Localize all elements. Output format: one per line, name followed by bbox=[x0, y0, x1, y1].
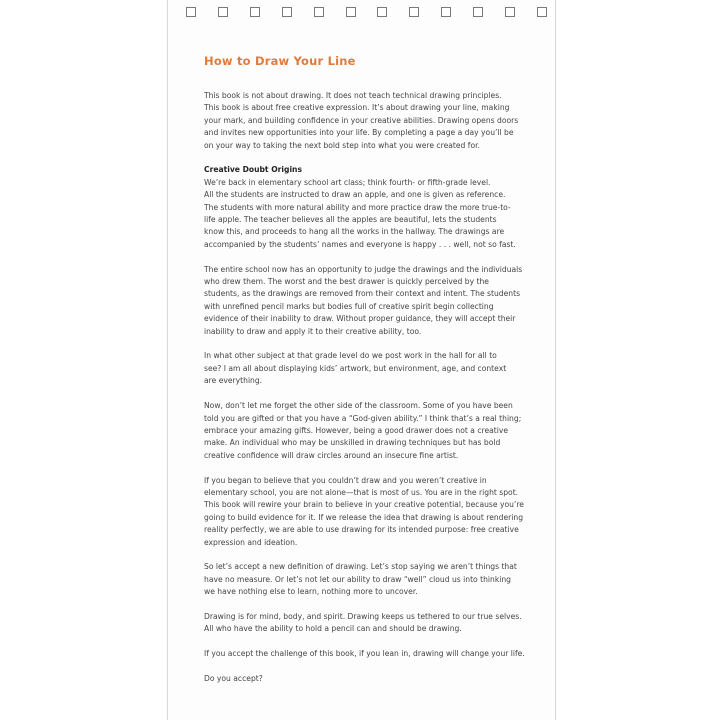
text-line: This book will rewire your brain to believe in your creative potential, because you’re bbox=[204, 500, 524, 510]
paragraph-began-to-believe bbox=[204, 475, 534, 549]
text-line: If you began to believe that you couldn’t draw and you weren’t creative in bbox=[204, 475, 487, 485]
binding-hole bbox=[282, 7, 292, 17]
text-line: All the students are instructed to draw an apple, and one is given as reference. bbox=[204, 190, 506, 200]
binding-hole bbox=[218, 7, 228, 17]
text-line: know this, and proceeds to hang all the works in the hallway. The drawings are bbox=[204, 227, 505, 237]
spiral-binding bbox=[186, 7, 547, 17]
paragraph-challenge bbox=[204, 648, 534, 660]
binding-hole bbox=[346, 7, 356, 17]
text-line: we have nothing else to learn, nothing more to uncover. bbox=[204, 587, 418, 597]
text-line: Drawing is for mind, body, and spirit. Drawing keeps us tethered to our true selves. bbox=[204, 611, 522, 621]
binding-hole bbox=[441, 7, 451, 17]
paragraph-intro bbox=[204, 90, 534, 152]
text-line: your mark, and building confidence in your creative abilities. Drawing opens doors bbox=[204, 115, 519, 125]
text-line: The entire school now has an opportunity to judge the drawings and the individuals bbox=[204, 264, 523, 274]
text-line: students, as the drawings are removed from their context and intent. The students bbox=[204, 289, 521, 299]
text-line: make. An individual who may be unskilled in drawing techniques but has bold bbox=[204, 438, 501, 448]
paragraph-question bbox=[204, 673, 534, 685]
binding-hole bbox=[505, 7, 515, 17]
text-line: So let’s accept a new definition of drawing. Let’s stop saying we aren’t things that bbox=[204, 562, 517, 572]
page-title: How to Draw Your Line bbox=[204, 54, 356, 68]
paragraph-mind-body-spirit bbox=[204, 611, 534, 636]
paragraph-other-subject bbox=[204, 350, 534, 387]
text-line: All who have the ability to hold a pencil can and should be drawing. bbox=[204, 624, 462, 634]
binding-hole bbox=[377, 7, 387, 17]
text-line: In what other subject at that grade level do we post work in the hall for all to bbox=[204, 351, 497, 361]
binding-hole bbox=[409, 7, 419, 17]
text-line: and invites new opportunities into your life. By completing a page a day you’ll be bbox=[204, 128, 514, 138]
text-line: who drew them. The worst and the best drawer is quickly perceived by the bbox=[204, 277, 489, 287]
text-line: This book is about free creative expression. It’s about drawing your line, making bbox=[204, 103, 510, 113]
text-line: life apple. The teacher believes all the apples are beautiful, lets the students bbox=[204, 215, 497, 225]
binding-hole bbox=[314, 7, 324, 17]
text-line: going to build evidence for it. If we release the idea that drawing is about rendering bbox=[204, 512, 524, 522]
paragraph-other-side bbox=[204, 400, 534, 462]
section-subheading: Creative Doubt Origins bbox=[204, 165, 302, 175]
text-line: are everything. bbox=[204, 376, 263, 386]
text-line: Now, don’t let me forget the other side of the classroom. Some of you have been bbox=[204, 401, 513, 411]
text-line: elementary school, you are not alone—that is most of us. You are in the right spot. bbox=[204, 487, 519, 497]
text-line: with unrefined pencil marks but bodies full of creative spirit begin collecting bbox=[204, 301, 494, 311]
text-line: inability to draw and apply it to their creative ability, too. bbox=[204, 326, 422, 336]
text-line: This book is not about drawing. It does not teach technical drawing principles. bbox=[204, 91, 502, 100]
text-line: told you are gifted or that you have a “God-given ability.” I think that’s a real thing; bbox=[204, 413, 522, 423]
text-line: reality perfectly, we are able to use drawing for its intended purpose: free creative bbox=[204, 525, 519, 535]
paragraph-new-definition bbox=[204, 561, 534, 598]
text-line: creative confidence will draw circles around an insecure fine artist. bbox=[204, 450, 459, 460]
binding-hole bbox=[473, 7, 483, 17]
text-line: on your way to taking the next bold step into what you were created for. bbox=[204, 140, 480, 150]
book-page bbox=[167, 0, 556, 720]
text-line: We’re back in elementary school art class; think fourth- or fifth-grade level. bbox=[204, 177, 491, 187]
binding-hole bbox=[186, 7, 196, 17]
page-body bbox=[204, 90, 534, 698]
text-line: The students with more natural ability and more practice draw the more true-to- bbox=[204, 202, 511, 212]
text-line: If you accept the challenge of this book, if you lean in, drawing will change your life. bbox=[204, 649, 525, 659]
text-line: expression and ideation. bbox=[204, 537, 298, 547]
text-line: have no measure. Or let’s not let our ability to draw “well” cloud us into thinking bbox=[204, 574, 511, 584]
text-line: embrace your amazing gifts. However, being a good drawer does not a creative bbox=[204, 425, 509, 435]
paragraph-creative-doubt bbox=[204, 164, 534, 251]
binding-hole bbox=[250, 7, 260, 17]
text-line: see? I am all about displaying kids’ artwork, but environment, age, and context bbox=[204, 363, 507, 373]
binding-hole bbox=[537, 7, 547, 17]
text-line: evidence of their inability to draw. Without proper guidance, they will accept their bbox=[204, 314, 516, 324]
text-line: Do you accept? bbox=[204, 673, 263, 683]
paragraph-judge bbox=[204, 264, 534, 338]
text-line: accompanied by the students’ names and everyone is happy . . . well, not so fast. bbox=[204, 239, 516, 249]
